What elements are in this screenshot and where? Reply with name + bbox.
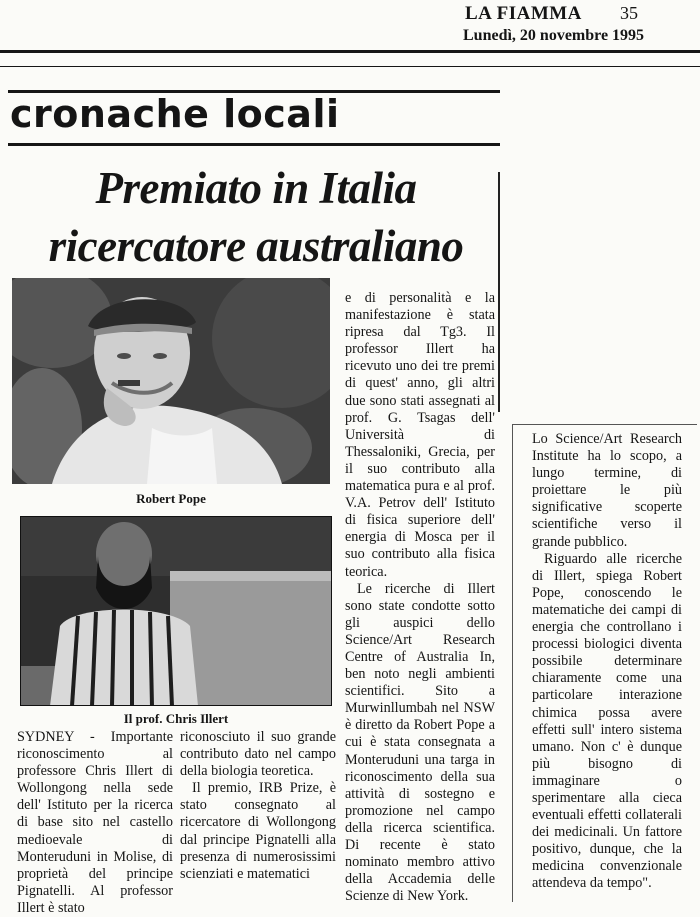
article-column-1 [17, 729, 173, 917]
article-paragraph: Le ricerche di Illert sono state condotte sotto gli auspici dello Science/Art Research Centre of Australia In, ben noto negli ambienti scientifici. Sito a Murwinllumbah nel NSW è diretto da Robert Pope a cui è stata consegnata a Monteruduni una targa in riconoscimento della sua attività di sostegno e promozione nel campo della ricerca scientifica. Di recente è stato nominato membro attivo della Accademia delle Scienze di New York. [345, 580, 495, 905]
photo-chris-illert [20, 516, 332, 706]
dateline: Lunedì, 20 novembre 1995 [463, 27, 645, 44]
photo-robert-pope [12, 278, 330, 484]
photo-caption-robert-pope: Robert Pope [136, 491, 206, 506]
article-paragraph: SYDNEY - Importante riconoscimento al professore Chris Illert di Wollongong nella sede dell' Istituto per la ricerca di base sito nel castello medioevale di Monteruduni in Molise, di proprietà del principe Pignatelli. Al professor Illert è stato [17, 729, 173, 916]
page-number: 35 [620, 3, 638, 23]
article-column-3 [345, 290, 495, 905]
section-title: cronache locali [10, 92, 340, 136]
section-rule-bottom [8, 143, 500, 146]
article-paragraph: Riguardo alle ricerche di Illert, spiega Robert Pope, conoscendo le matematiche dei campi di energia che controllano i processi biologici diventa possibile determinare chiaramente come una particolare interazione chimica possa avere effetti sull' intero sistema umano. Non c' è dunque più bisogno di immaginare o sperimentare alla cieca eventuali effetti collaterali dei medicinali. Un fattore positivo, dunque, che la medicina convenzionale attendeva da tempo". [532, 550, 682, 892]
header-rule [0, 50, 700, 53]
headline-line-2: ricercatore australiano [48, 221, 464, 271]
header-rule-thin [0, 66, 700, 67]
article-column-4 [532, 431, 682, 893]
photo-caption-chris-illert: Il prof. Chris Illert [123, 711, 229, 726]
article-paragraph: e di personalità e la manifestazione è stata ripresa dal Tg3. Il professor Illert ha ricevuto uno dei tre premi di quest' anno, gli altri due sono stati assegnati al prof. G. Tsagas dell' Università di Thessaloniki, Grecia, per il suo contributo alla matematica pura e al prof. V.A. Petrov dell' Istituto di fisica superiore dell' energia di Mosca per il suo contributo alla fisica teorica. [345, 290, 495, 580]
clipping-edge-left [512, 424, 513, 902]
masthead: LA FIAMMA [465, 3, 582, 24]
article-column-2 [180, 729, 336, 883]
article-paragraph: Il premio, IRB Prize, è stato consegnato al ricercatore di Wollongong dal principe Pignatelli alla presenza di numerosissimi scienziati e matematici [180, 780, 336, 882]
column-rule [498, 172, 500, 412]
article-paragraph: riconosciuto il suo grande contributo dato nel campo della biologia teoretica. [180, 729, 336, 780]
headline-line-1: Premiato in Italia [95, 163, 417, 213]
article-paragraph: Lo Science/Art Research Institute ha lo scopo, a lungo termine, di proiettare le più significative scoperte scientifiche verso il grande pubblico. [532, 431, 682, 550]
clipping-edge-top [512, 424, 697, 425]
